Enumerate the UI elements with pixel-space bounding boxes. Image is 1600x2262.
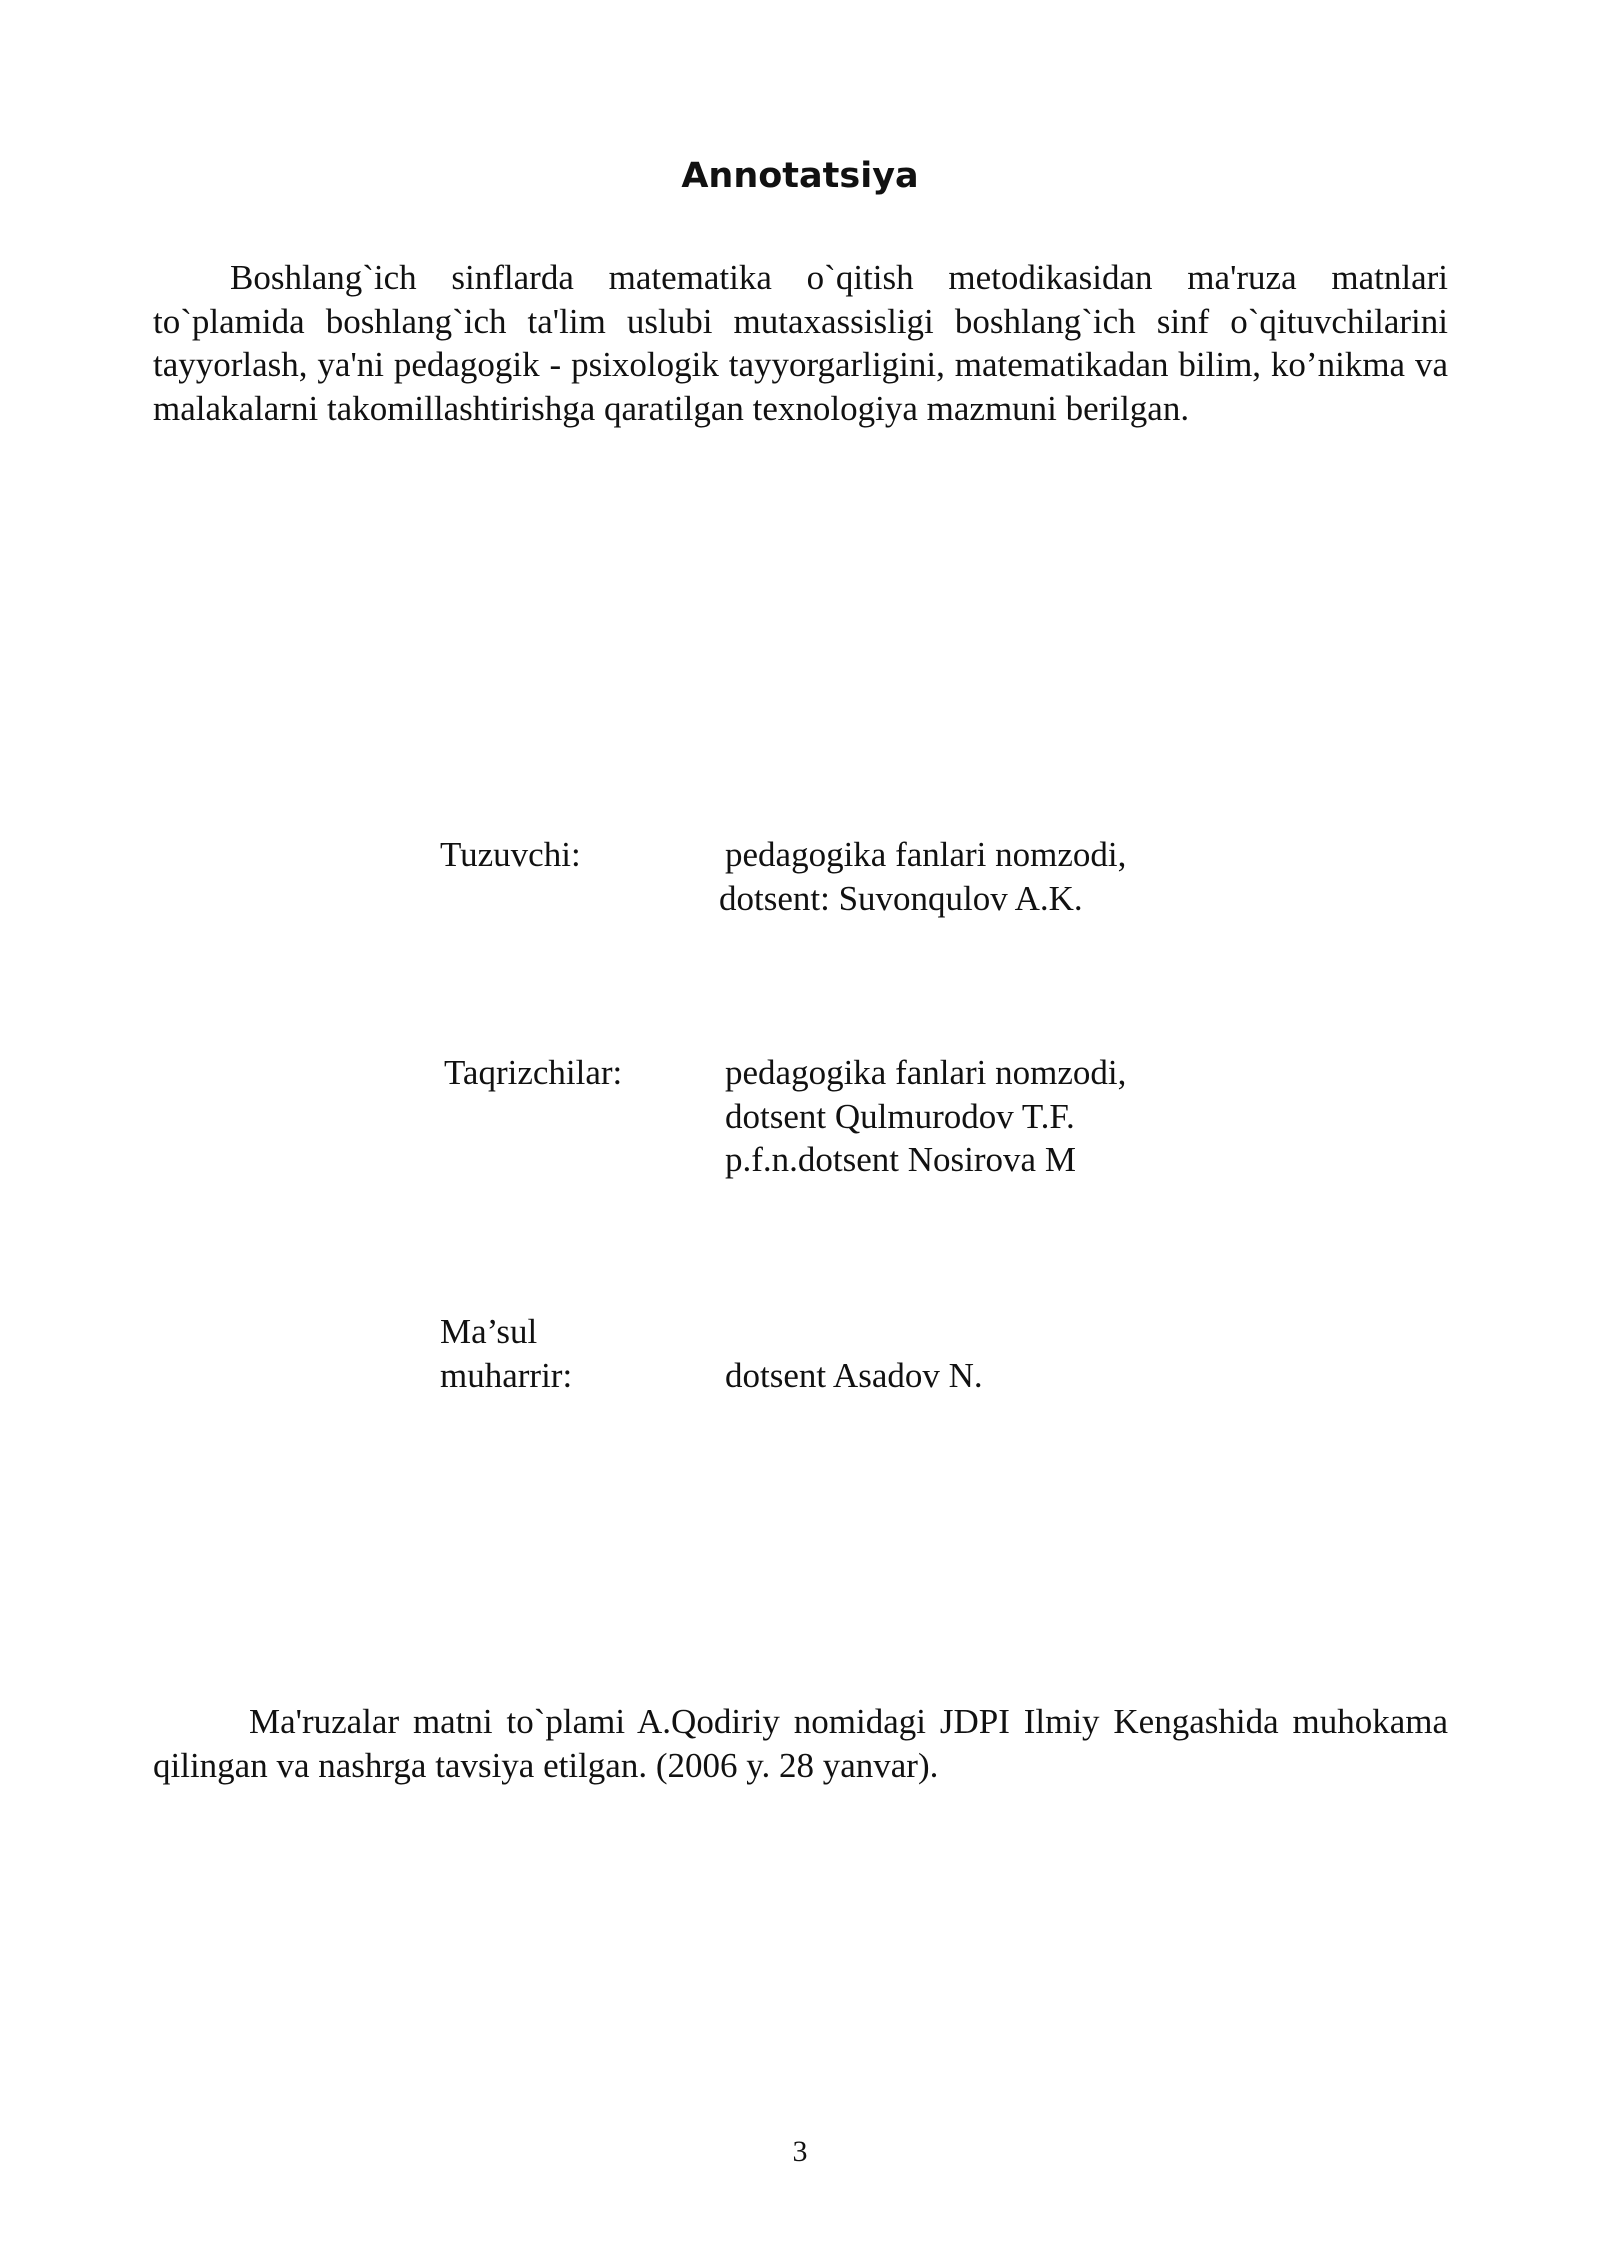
reviewer-line-2: dotsent Qulmurodov T.F. bbox=[725, 1096, 1075, 1136]
compiler-role-label: Tuzuvchi: bbox=[440, 835, 581, 874]
compiler-line-2: dotsent: Suvonqulov A.K. bbox=[719, 878, 1083, 918]
annotation-paragraph: Boshlang`ich sinflarda matematika o`qitish metodikasidan ma'ruza matnlari to`plamida boshlang`ich ta'lim uslubi mutaxassisligi boshlang`ich sinf o`qituvchilarini tayyorlash, ya'ni pedagogik - psixologik tayyorgarligini, matematikadan bilim, ko’nikma va malakalarni takomillashtirishga qaratilgan texnologiya mazmuni berilgan. bbox=[153, 258, 1448, 428]
editor-role-line-2: muharrir: bbox=[440, 1355, 573, 1395]
page-number: 3 bbox=[792, 2135, 808, 2168]
approval-paragraph: Ma'ruzalar matni to`plami A.Qodiriy nomidagi JDPI Ilmiy Kengashida muhokama qilingan va nashrga tavsiya etilgan. (2006 y. 28 yanvar). bbox=[153, 1702, 1448, 1785]
editor-names bbox=[725, 1354, 1425, 1398]
editor-role-label bbox=[440, 1310, 690, 1397]
reviewer-line-3: p.f.n.dotsent Nosirova M bbox=[725, 1140, 1076, 1179]
editor-line-1: dotsent Asadov N. bbox=[725, 1356, 983, 1395]
compiler-names bbox=[719, 833, 1425, 920]
editor-role-line-1: Ma’sul bbox=[440, 1312, 538, 1351]
reviewers-names bbox=[725, 1051, 1425, 1182]
compiler-line-1: pedagogika fanlari nomzodi, bbox=[725, 835, 1127, 874]
page-title: Annotatsiya bbox=[681, 156, 919, 196]
reviewers-role-label: Taqrizchilar: bbox=[444, 1053, 623, 1092]
reviewer-line-1: pedagogika fanlari nomzodi, bbox=[725, 1053, 1127, 1092]
